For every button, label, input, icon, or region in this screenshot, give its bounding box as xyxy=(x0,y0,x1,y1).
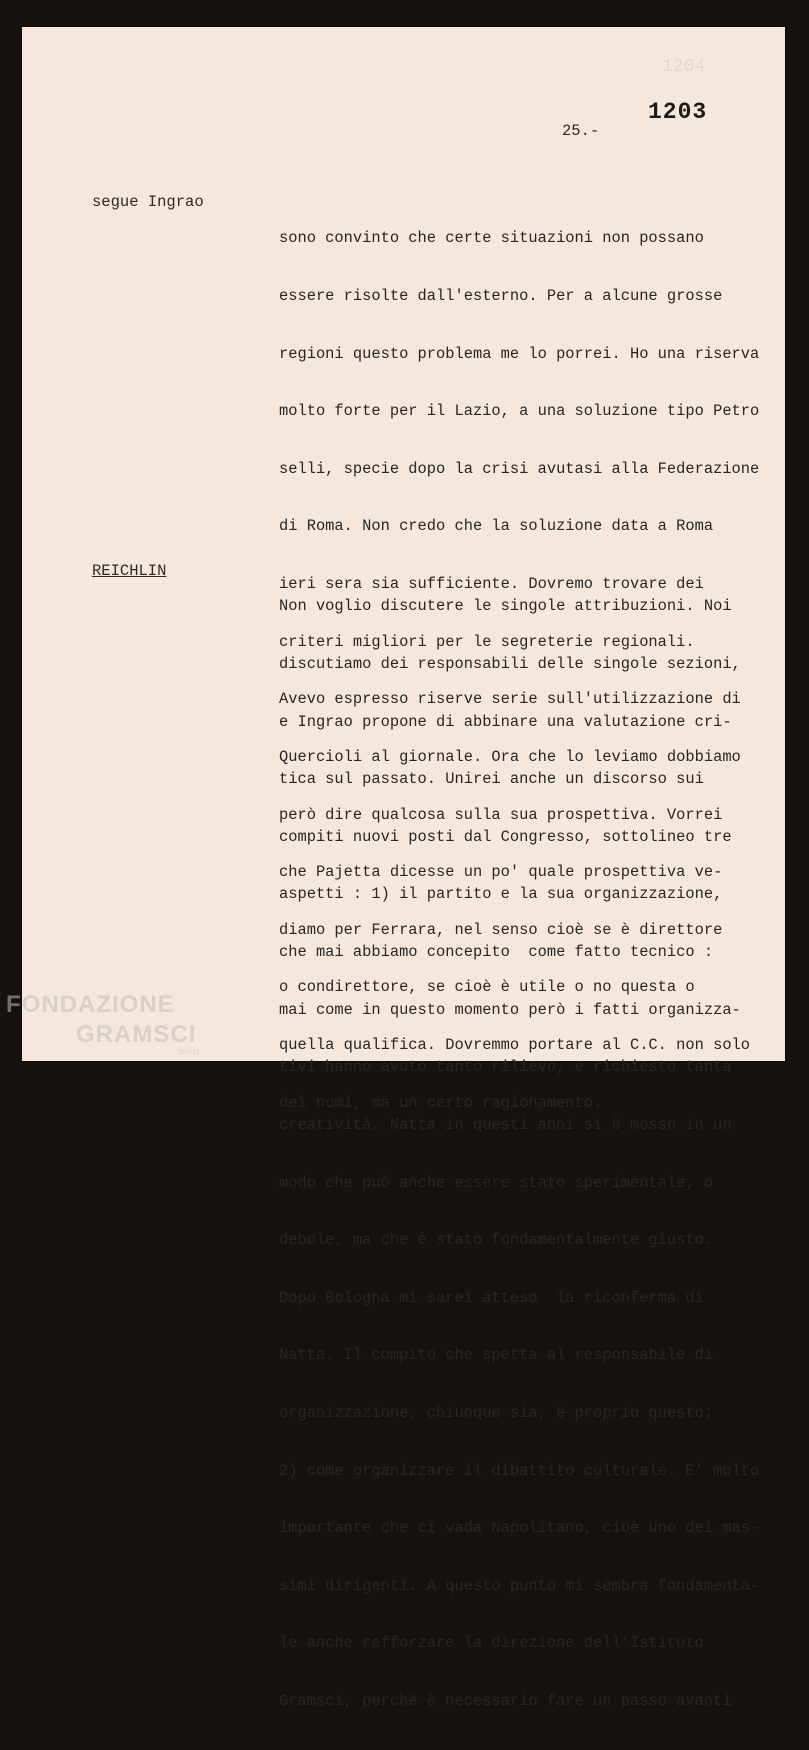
text-line: tivi hanno avuto tanto rilievo, e richiesto tanta xyxy=(279,1058,732,1077)
watermark-suffix: onlus xyxy=(178,1046,200,1056)
text-line: dei nomi, ma un certo ragionamento. xyxy=(279,1093,603,1112)
text-line: aspetti : 1) il partito e la sua organizzazione, xyxy=(279,885,723,904)
bleed-through: 1204 xyxy=(662,57,706,77)
text-line: modo che può anche essere stato sperimentale, o xyxy=(279,1173,714,1192)
text-line: sono convinto che certe situazioni non possano xyxy=(279,229,704,248)
text-line: 2) come organizzare il dibattito culturale. E' molto xyxy=(279,1461,760,1480)
text-line: organizzazione, chiunque sia, è proprio questo; xyxy=(279,1403,714,1422)
text-line: Gramsci, perché è necessario fare un passo avanti xyxy=(279,1691,732,1710)
text-line: compiti nuovi posti dal Congresso, sottolineo tre xyxy=(279,827,732,846)
text-line: che mai abbiamo concepito come fatto tecnico : xyxy=(279,943,714,962)
text-line: le anche rafforzare la direzione dell'Istituto xyxy=(279,1634,704,1653)
fondazione-gramsci-watermark xyxy=(6,990,206,1056)
text-line: Quercioli al giornale. Ora che lo leviamo dobbiamo xyxy=(279,747,741,766)
text-line: tica sul passato. Unirei anche un discorso sui xyxy=(279,770,704,789)
text-line: ieri sera sia sufficiente. Dovremo trovare dei xyxy=(279,575,704,594)
watermark-line: GRAMSCI xyxy=(76,1021,197,1048)
text-line: debole, ma che è stato fondamentalmente giusto. xyxy=(279,1231,714,1250)
text-line: di Roma. Non credo che la soluzione data a Roma xyxy=(279,517,714,536)
text-line: simi dirigenti. A questo punto mi sembra fondamenta- xyxy=(279,1576,760,1595)
speech-text xyxy=(279,559,779,1750)
text-line: mai come in questo momento però i fatti organizza- xyxy=(279,1000,741,1019)
sheet-number: 25.- xyxy=(562,122,600,140)
text-line: Dopo Bologna mi sarei atteso la riconferma di xyxy=(279,1288,704,1307)
speaker-label: REICHLIN xyxy=(92,562,167,580)
speaker-label: segue Ingrao xyxy=(92,193,204,211)
text-line: creatività. Natta in questi anni si è mosso in un xyxy=(279,1115,732,1134)
page-number: 1203 xyxy=(648,99,708,125)
text-line: diamo per Ferrara, nel senso cioè se è direttore xyxy=(279,920,723,939)
text-line: molto forte per il Lazio, a una soluzione tipo Petro xyxy=(279,402,760,421)
text-line: o condirettore, se cioè è utile o no questa o xyxy=(279,978,695,997)
text-line: però dire qualcosa sulla sua prospettiva. Vorrei xyxy=(279,805,723,824)
text-line: Non voglio discutere le singole attribuzioni. Noi xyxy=(279,597,732,616)
text-line: e Ingrao propone di abbinare una valutazione cri- xyxy=(279,712,732,731)
text-line: essere risolte dall'esterno. Per a alcune grosse xyxy=(279,287,723,306)
watermark-line: FONDAZIONE xyxy=(6,991,175,1018)
document-page xyxy=(22,27,785,1710)
text-line: discutiamo dei responsabili delle singole sezioni, xyxy=(279,655,741,674)
text-line: Avevo espresso riserve serie sull'utilizzazione di xyxy=(279,690,741,709)
text-line: quella qualifica. Dovremmo portare al C.C. non solo xyxy=(279,1035,751,1054)
text-line: Natta. Il compito che spetta al responsabile di xyxy=(279,1346,714,1365)
text-line: che Pajetta dicesse un po' quale prospettiva ve- xyxy=(279,863,723,882)
text-line: regioni questo problema me lo porrei. Ho una riserva xyxy=(279,344,760,363)
text-line: selli, specie dopo la crisi avutasi alla Federazione xyxy=(279,459,760,478)
text-line: criteri migliori per le segreterie regionali. xyxy=(279,632,695,651)
text-line: importante che ci vada Napolitano, cioè uno dei mas- xyxy=(279,1519,760,1538)
